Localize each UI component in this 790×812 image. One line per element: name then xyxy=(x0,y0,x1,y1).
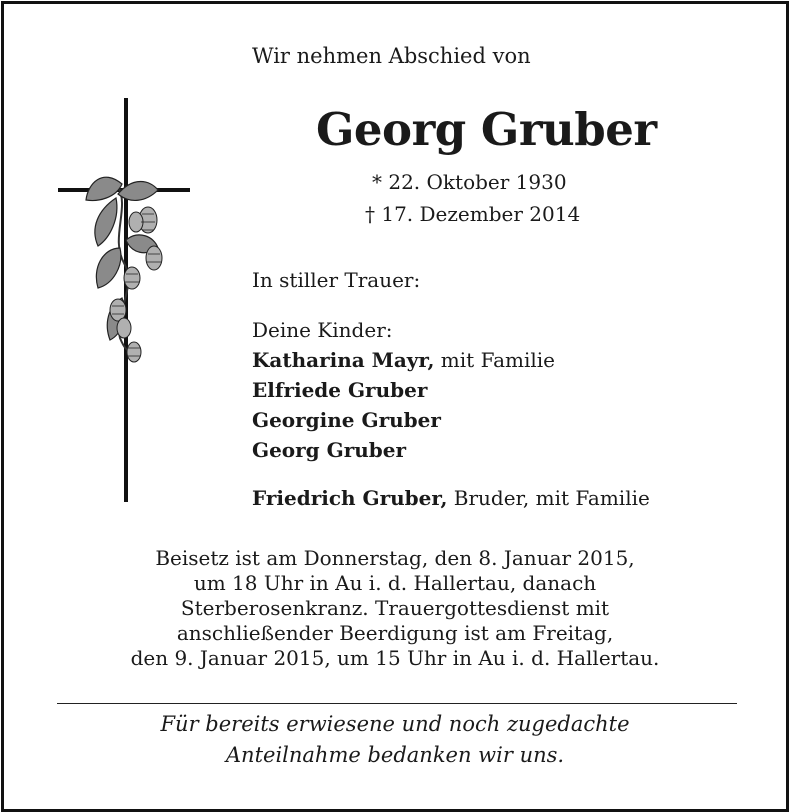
mourning-heading: In stiller Trauer: xyxy=(252,268,421,292)
death-date: † 17. Dezember 2014 xyxy=(365,202,581,226)
intro-text: Wir nehmen Abschied von xyxy=(252,44,531,68)
service-line: anschließender Beerdigung ist am Freitag, xyxy=(176,621,614,645)
service-line: Beisetz ist am Donnerstag, den 8. Januar 2015, xyxy=(155,546,635,570)
thanks-line: Anteilnahme bedanken wir uns. xyxy=(225,743,565,767)
service-details xyxy=(0,546,790,671)
family-member-name: Katharina Mayr, xyxy=(252,348,435,372)
family-member-name: Elfriede Gruber xyxy=(252,378,428,402)
family-member xyxy=(252,348,555,372)
service-line: den 9. Januar 2015, um 15 Uhr in Au i. d. Hallertau. xyxy=(130,646,660,670)
family-member-name: Georg Gruber xyxy=(252,438,407,462)
family-member-note: Bruder, mit Familie xyxy=(447,486,650,510)
family-member-note: mit Familie xyxy=(434,348,555,372)
children-heading: Deine Kinder: xyxy=(252,318,393,342)
deceased-name: Georg Gruber xyxy=(316,103,657,156)
family-member-name: Friedrich Gruber, xyxy=(252,486,448,510)
birth-date: * 22. Oktober 1930 xyxy=(372,170,567,194)
thanks-text xyxy=(0,709,790,771)
family-member xyxy=(252,486,650,510)
family-member-name: Georgine Gruber xyxy=(252,408,441,432)
thanks-line: Für bereits erwiesene und noch zugedachte xyxy=(160,712,630,736)
service-line: um 18 Uhr in Au i. d. Hallertau, danach xyxy=(193,571,597,595)
divider xyxy=(57,703,737,704)
cross-with-hop-vine-icon xyxy=(58,98,198,508)
service-line: Sterberosenkranz. Trauergottesdienst mit xyxy=(180,596,610,620)
